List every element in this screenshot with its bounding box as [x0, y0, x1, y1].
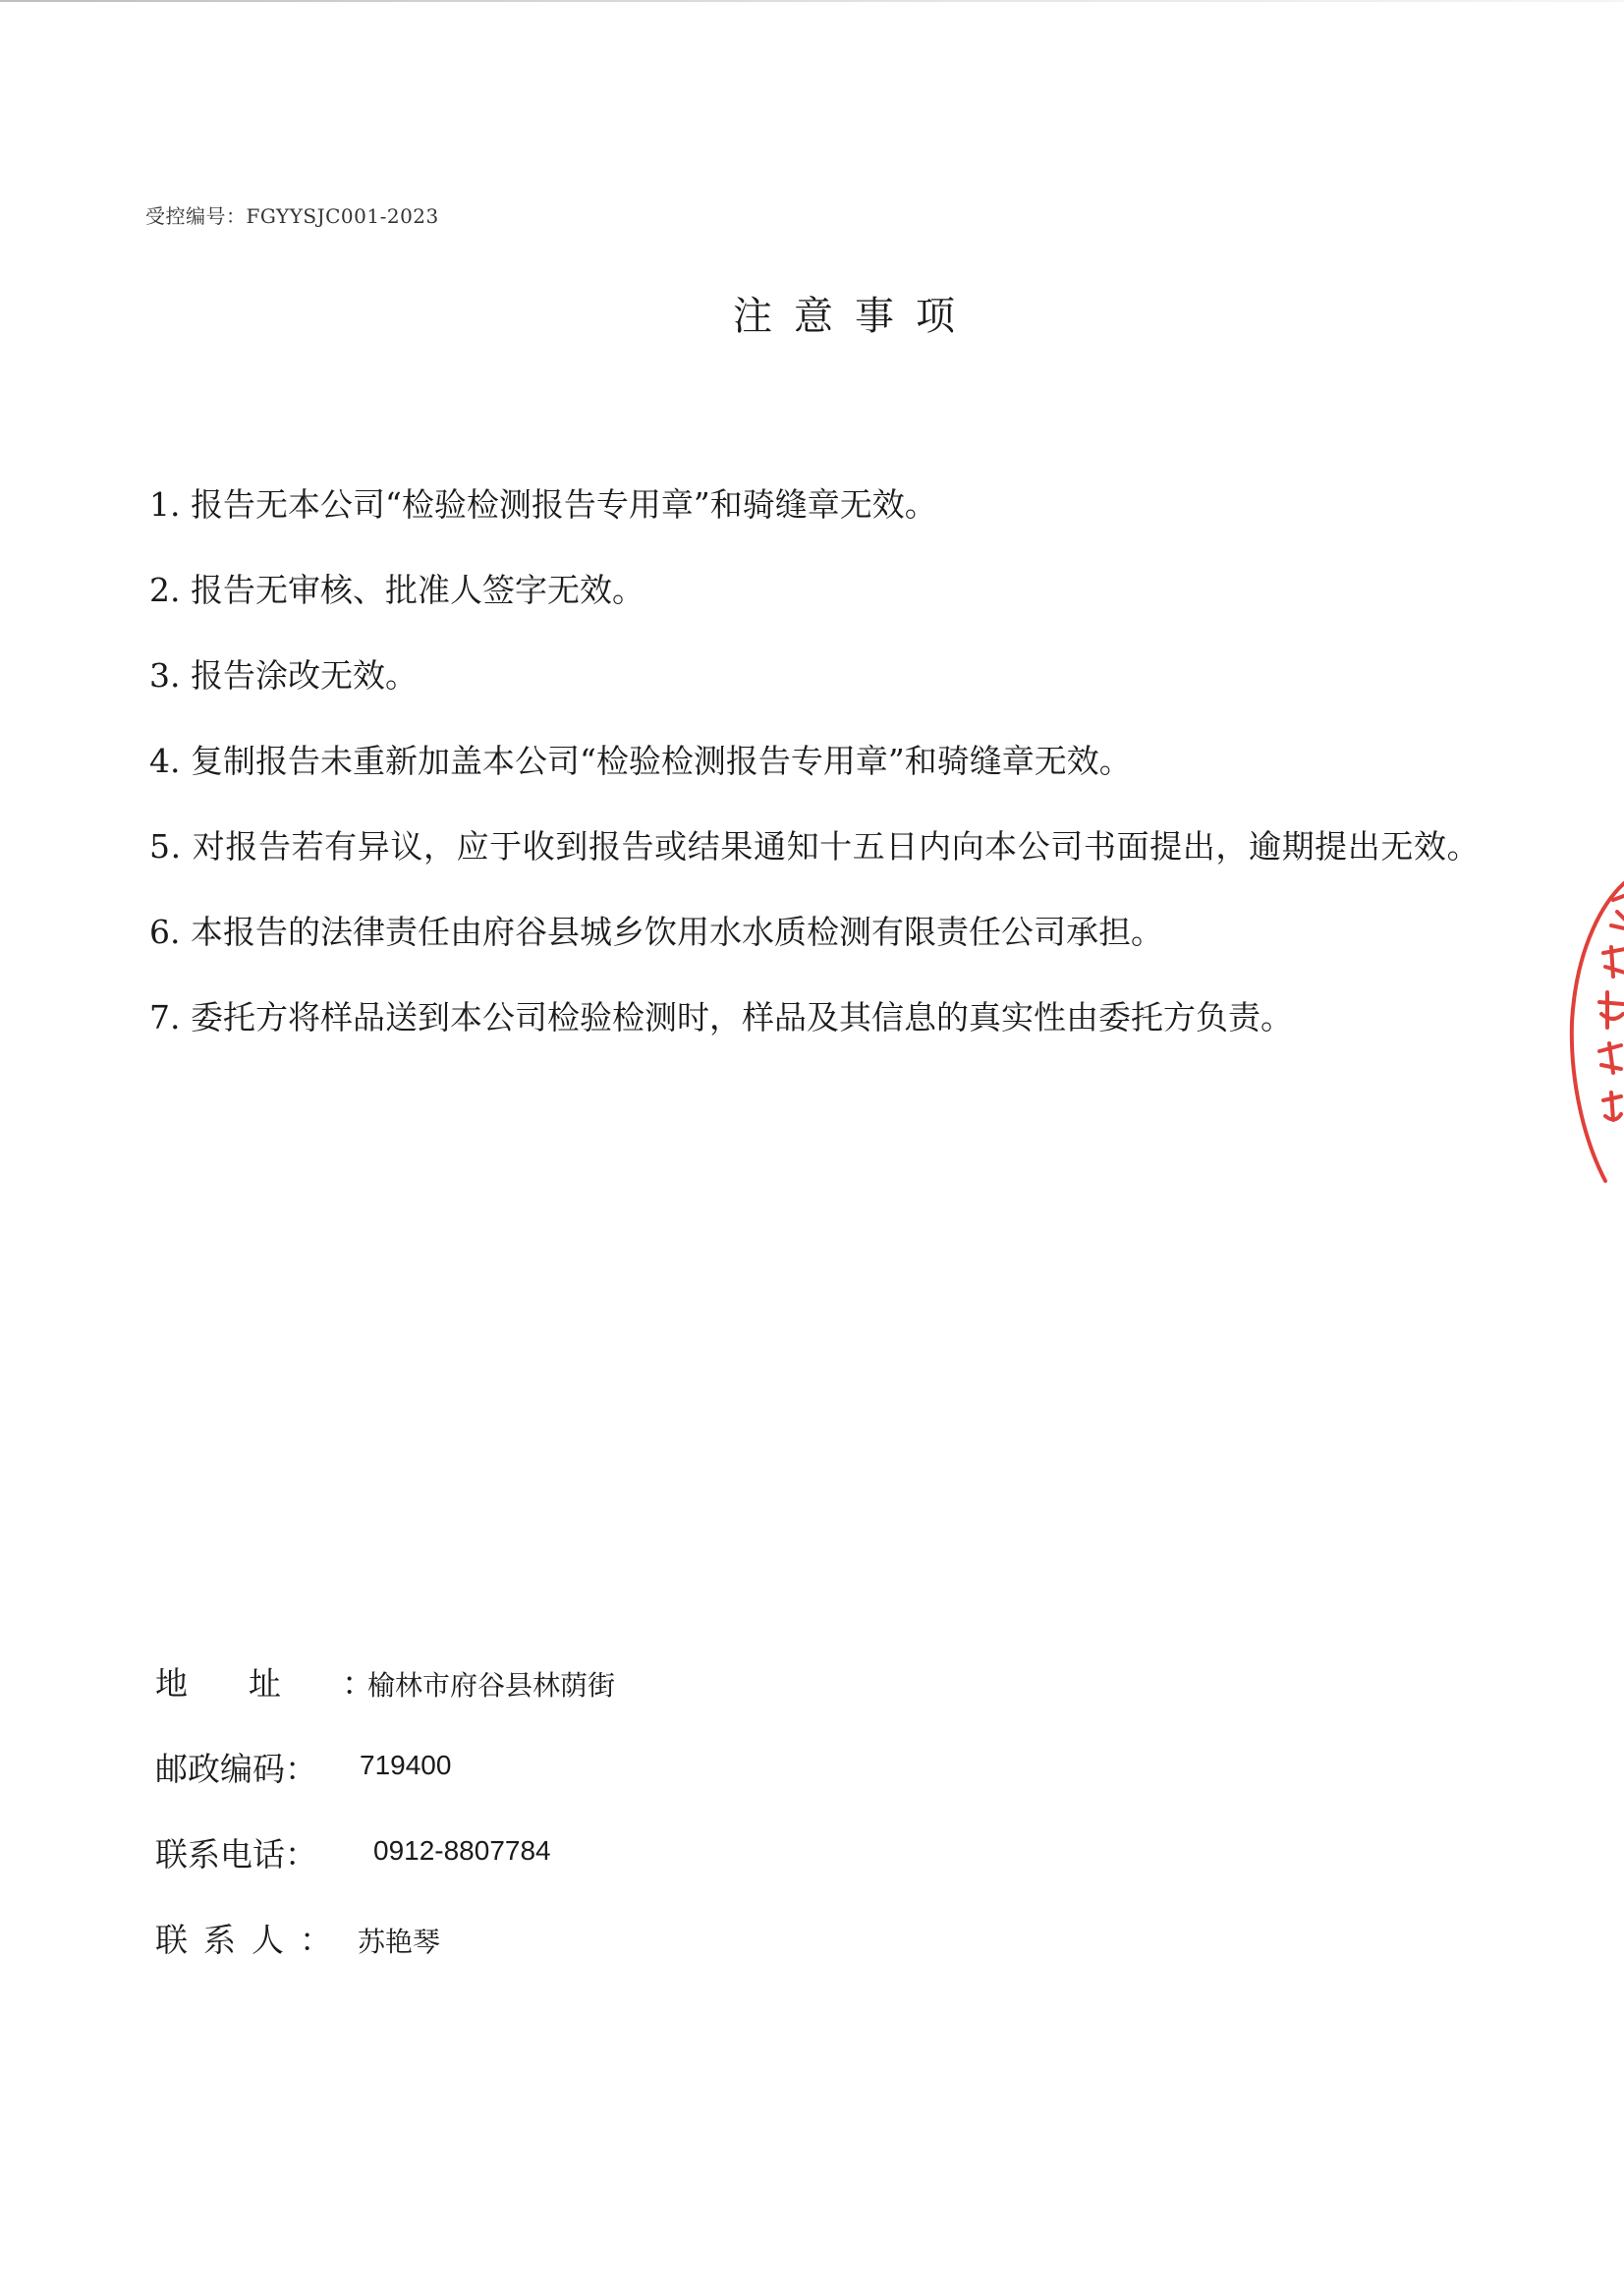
notice-item-7: 7. 委托方将样品送到本公司检验检测时，样品及其信息的真实性由委托方负责。 [149, 998, 1293, 1036]
control-number: 受控编号：FGYYSJC001-2023 [145, 204, 439, 228]
notice-item-6: 6. 本报告的法律责任由府谷县城乡饮用水水质检测有限责任公司承担。 [149, 913, 1163, 951]
phone-label: 联系电话： [155, 1835, 317, 1874]
postcode-label: 邮政编码： [155, 1750, 317, 1788]
person-label: 联系人： [155, 1921, 348, 1959]
red-seal-fragment-icon [1562, 865, 1624, 1189]
page-title: 注意事项 [733, 294, 977, 339]
notice-item-1: 1. 报告无本公司“检验检测报告专用章”和骑缝章无效。 [149, 485, 937, 524]
notice-item-5: 5. 对报告若有异议，应于收到报告或结果通知十五日内向本公司书面提出，逾期提出无效。 [149, 827, 1481, 866]
postcode-value: 719400 [360, 1750, 452, 1780]
person-value: 苏艳琴 [358, 1926, 441, 1958]
address-value: 榆林市府谷县林荫街 [367, 1669, 616, 1702]
address-label: 地址： [155, 1664, 435, 1703]
notice-item-2: 2. 报告无审核、批准人签字无效。 [149, 571, 644, 609]
phone-value: 0912-8807784 [373, 1835, 551, 1866]
notice-item-3: 3. 报告涂改无效。 [149, 656, 418, 695]
notice-list [149, 462, 1485, 1060]
notice-item-4: 4. 复制报告未重新加盖本公司“检验检测报告专用章”和骑缝章无效。 [149, 742, 1132, 780]
scan-edge [0, 0, 1624, 2]
